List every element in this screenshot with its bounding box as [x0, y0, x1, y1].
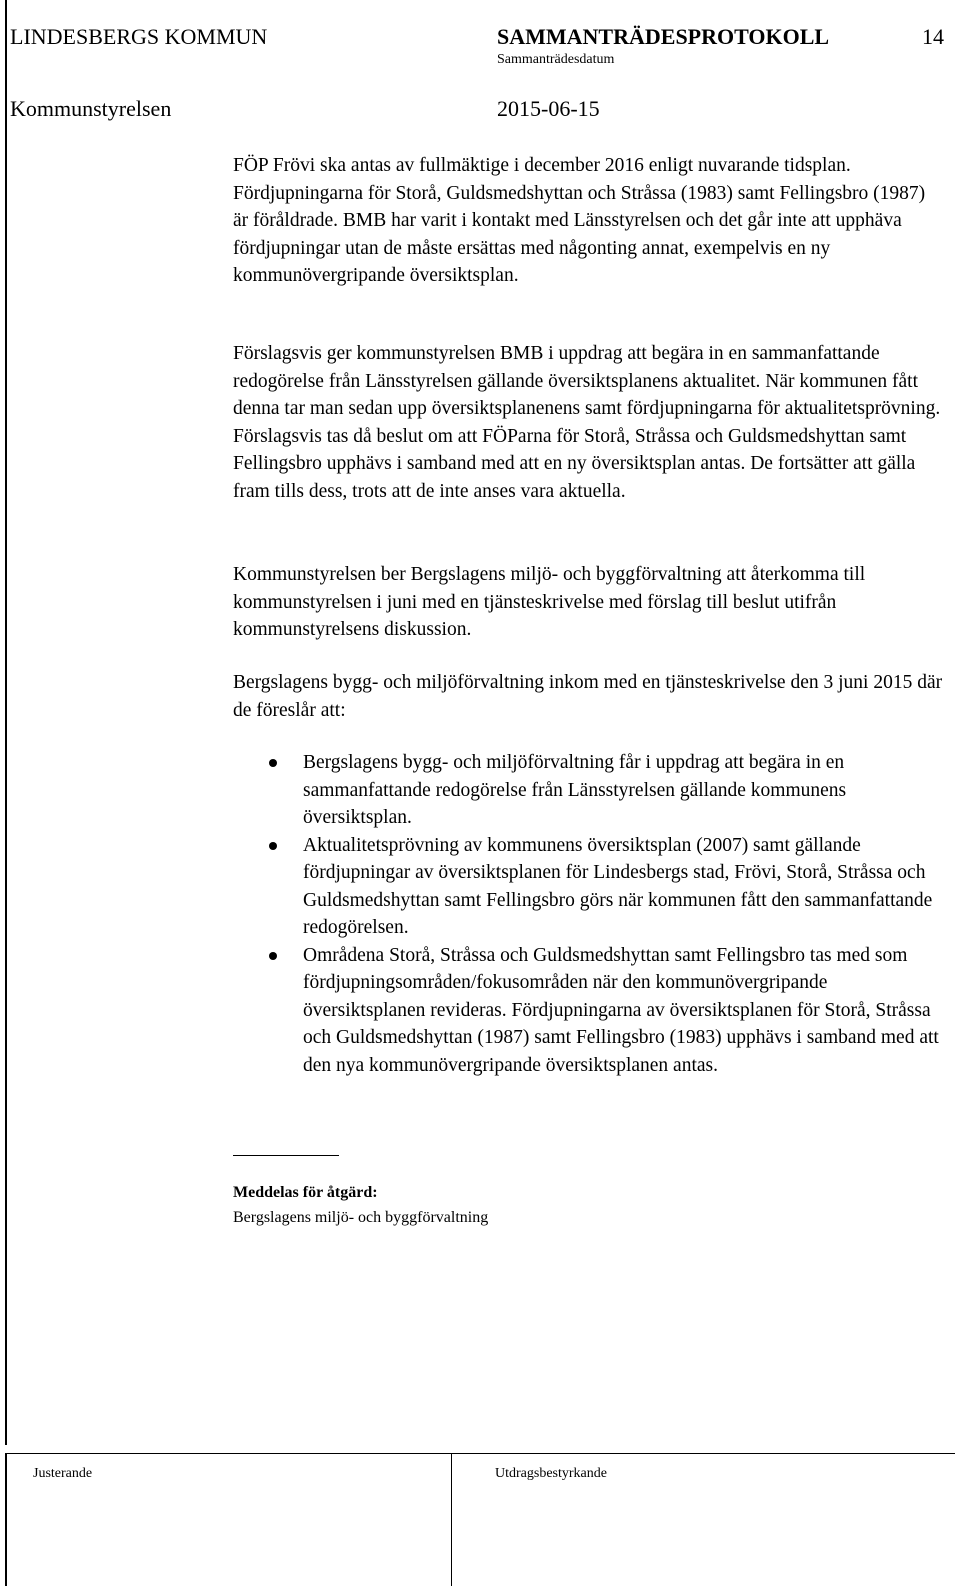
date-label: Sammanträdesdatum: [497, 52, 615, 67]
distribution-recipient: Bergslagens miljö- och byggförvaltning: [233, 1209, 489, 1226]
page-number: 14: [922, 24, 944, 49]
distribution-title: Meddelas för åtgärd:: [233, 1184, 378, 1201]
municipality-name: LINDESBERGS KOMMUN: [10, 24, 268, 49]
list-item: [233, 749, 945, 832]
bullet-icon: [269, 759, 277, 767]
list-item-text: Områdena Storå, Stråssa och Guldsmedshyttan samt Fellingsbro tas med som fördjupningsområden/fokusområden när den kommunövergripande översiktsplanen revideras. Fördjupningarna av översiktsplanen för Storå, Stråssa och Guldsmedshyttan (1987) samt Fellingsbro (1983) upphävs i samband med att den nya kommunövergripande översiktsplanen antas.: [303, 944, 939, 1076]
list-item: [233, 942, 945, 1080]
list-item: [233, 832, 945, 942]
footer-divider-rule: [451, 1453, 452, 1586]
list-item-text: Bergslagens bygg- och miljöförvaltning får i uppdrag att begära in en sammanfattande redogörelse från Länsstyrelsen gällande kommunens översiktsplan.: [303, 752, 847, 828]
paragraph-2: [233, 340, 945, 505]
left-margin-rule: [5, 0, 7, 1445]
meeting-date: 2015-06-15: [497, 96, 600, 121]
document-type: SAMMANTRÄDESPROTOKOLL: [497, 24, 830, 49]
bullet-icon: [269, 842, 277, 850]
separator-line: [233, 1155, 339, 1156]
proposal-list: [233, 749, 945, 1079]
paragraph-3: [233, 561, 945, 644]
paragraph-1: [233, 152, 945, 290]
footer-top-rule: [5, 1453, 955, 1454]
paragraph-text: Förslagsvis ger kommunstyrelsen BMB i uppdrag att begära in en sammanfattande redogörelse från Länsstyrelsen gällande översiktsplanens aktualitet. När kommunen fått denna tar man sedan upp översiktsplanenens samt fördjupningarna för aktualitetsprövning. Förslagsvis tas då beslut om att FÖParna för Storå, Stråssa och Guldsmedshyttan samt Fellingsbro upphävs i samband med att en ny översiktsplan antas. De fortsätter att gälla fram tills dess, trots att de inte anses vara aktuella.: [233, 343, 941, 502]
paragraph-4: [233, 669, 945, 724]
bullet-icon: [269, 952, 277, 960]
paragraph-text: Bergslagens bygg- och miljöförvaltning inkom med en tjänsteskrivelse den 3 juni 2015 där de föreslår att:: [233, 672, 943, 721]
footer-utdragsbestyrkande-label: Utdragsbestyrkande: [495, 1466, 607, 1481]
body-name: Kommunstyrelsen: [10, 96, 172, 121]
paragraph-text: Kommunstyrelsen ber Bergslagens miljö- och byggförvaltning att återkomma till kommunstyrelsen i juni med en tjänsteskrivelse med förslag till beslut utifrån kommunstyrelsens diskussion.: [233, 564, 866, 640]
paragraph-text: FÖP Frövi ska antas av fullmäktige i december 2016 enligt nuvarande tidsplan. Fördjupningarna för Storå, Guldsmedshyttan och Stråssa (1983) samt Fellingsbro (1987) är föråldrade. BMB har varit i kontakt med Länsstyrelsen och det går inte att upphäva fördjupningar utan de måste ersättas med någonting annat, exempelvis en ny kommunövergripande översiktsplan.: [233, 155, 926, 286]
list-item-text: Aktualitetsprövning av kommunens översiktsplan (2007) samt gällande fördjupningar av översiktsplanen för Lindesbergs stad, Frövi, Storå, Stråssa och Guldsmedshyttan samt Fellingsbro görs när kommunen fått den sammanfattande redogörelsen.: [303, 834, 933, 938]
footer-left-rule: [5, 1453, 7, 1586]
footer-justerande-label: Justerande: [33, 1466, 93, 1481]
